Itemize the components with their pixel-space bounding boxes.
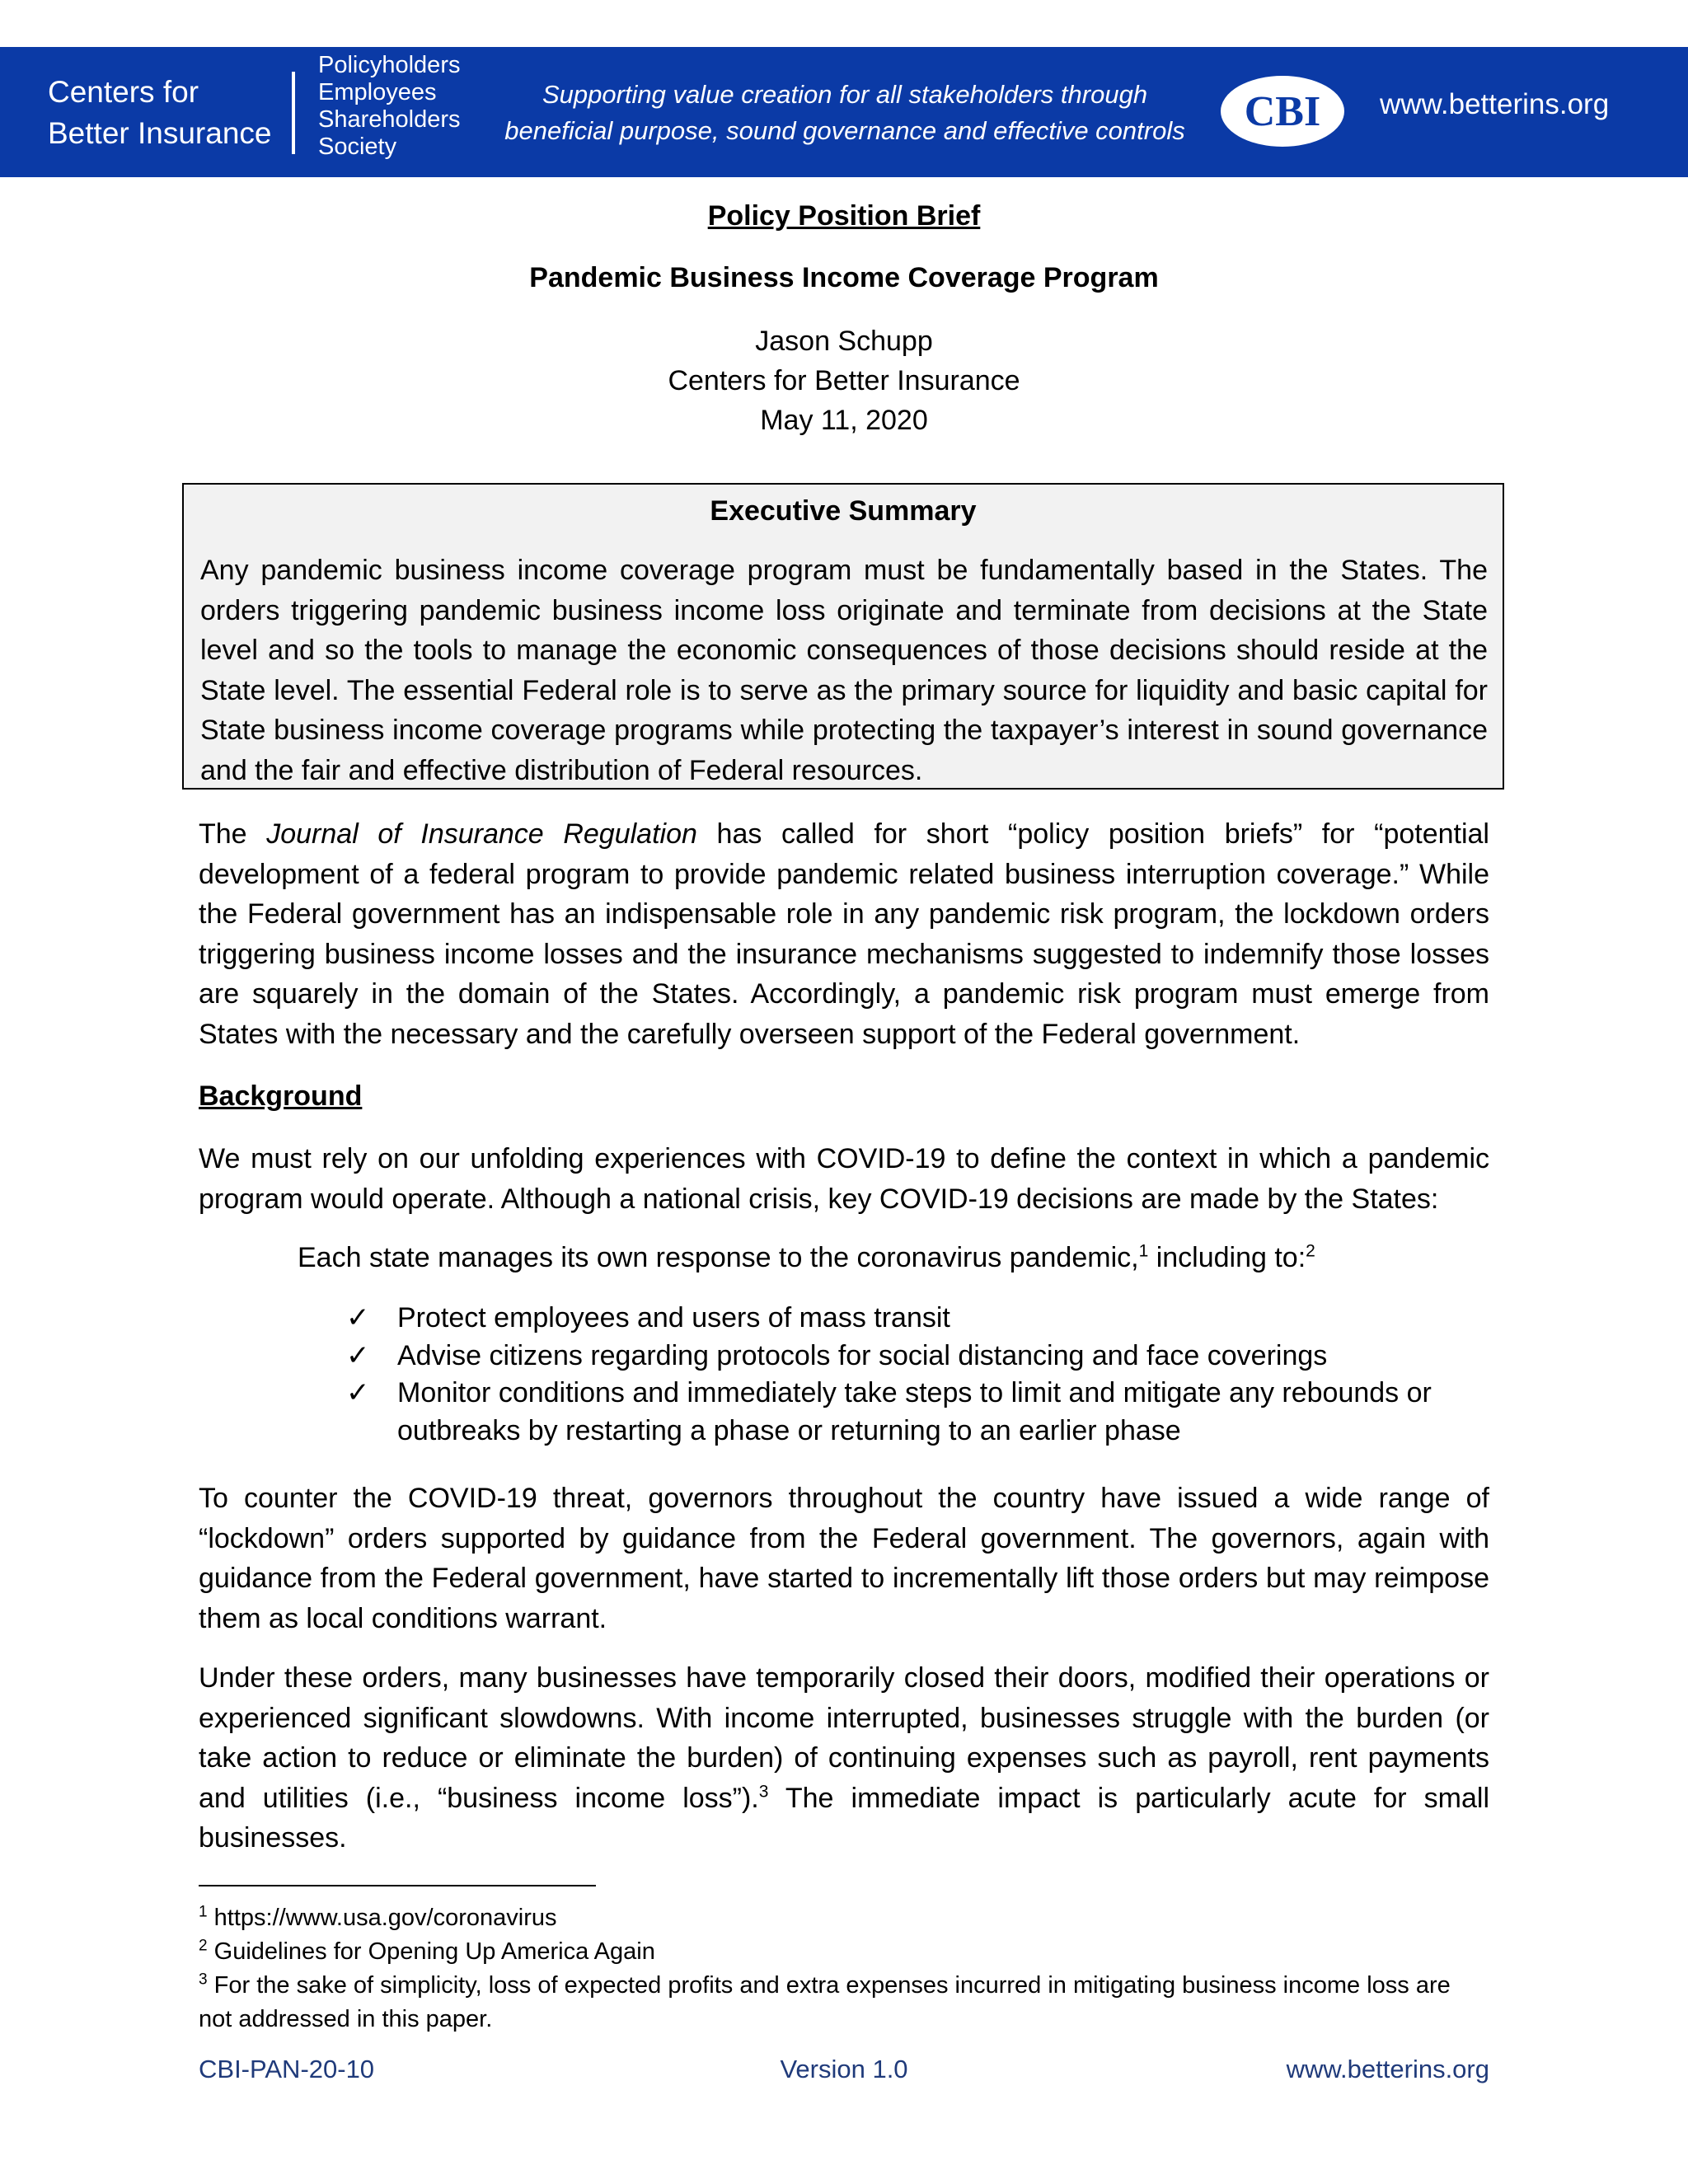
org-name [48,72,295,154]
journal-name: Journal of Insurance Regulation [266,818,697,850]
intro-text: has called for short “policy position briefs” for “potential development of a federal program to provide pandemic related business interruption coverage.” While the Federal government has an indispensable role in any pandemic risk program, the lockdown orders triggering business income losses and the insurance mechanisms suggested to indemnify those losses are squarely in the domain of the States. Accordingly, a pandemic risk program must emerge from States with the necessary and the carefully overseen support of the Federal government. [199,818,1489,1050]
footnote-ref: 1 [1138,1241,1149,1261]
header-divider [292,72,295,154]
footnote-1 [199,1901,1489,1935]
quote-text: Each state manages its own response to the coronavirus pandemic, [298,1242,1139,1273]
intro-paragraph [199,814,1489,1054]
background-heading: Background [199,1080,363,1112]
footer-doc-id: CBI-PAN-20-10 [199,2055,375,2083]
footnote-text: Guidelines for Opening Up America Again [207,1938,655,1965]
executive-summary-box [182,483,1504,790]
document-title: Pandemic Business Income Coverage Program [529,262,1159,293]
stakeholder-item: Employees [318,79,437,105]
tagline-line2: beneficial purpose, sound governance and effective controls [504,116,1185,145]
logo-text: CBI [1244,87,1321,135]
tagline-line1: Supporting value creation for all stakeholders through [542,80,1148,109]
footnote-ref: 2 [1306,1241,1315,1261]
author-block [0,321,1688,440]
brief-type: Policy Position Brief [707,200,981,232]
cbi-logo [1218,73,1347,149]
footnote-text: https://www.usa.gov/coronavirus [207,1905,557,1931]
author-organization: Centers for Better Insurance [668,365,1020,396]
stakeholder-item: Policyholders [318,52,461,78]
footnote-number: 2 [199,1937,208,1955]
paragraph-3-text: Under these orders, many businesses have temporarily closed their doors, modified their operations or experienced significant slowdowns. With income interrupted, businesses struggle with the burden (or take action to reduce or eliminate the burden) of continuing expenses such as payroll, rent payments and utilities (i.e., “business income loss”). [199,1662,1489,1814]
footer-version: Version 1.0 [780,2055,908,2083]
background-paragraph-2: To counter the COVID-19 threat, governors throughout the country have issued a wide range of “lockdown” orders supported by guidance from the Federal government. The governors, again with guidance from the Federal government, have started to incrementally lift those orders but may reimpose them as local conditions warrant. [199,1483,1489,1634]
checklist-item-text: Monitor conditions and immediately take steps to limit and mitigate any rebounds or outbreaks by restarting a phase or returning to an earlier phase [397,1377,1432,1446]
checklist-item [346,1300,1500,1338]
footnote-ref: 3 [758,1782,769,1802]
checkmark-icon: ✓ [346,1302,370,1333]
checklist-item-text: Advise citizens regarding protocols for social distancing and face coverings [397,1339,1328,1371]
state-response-quote [298,1238,1315,1277]
header-banner [0,47,1688,177]
checkmark-icon: ✓ [346,1377,370,1408]
intro-lead: The [199,818,247,850]
footer-url-link[interactable]: www.betterins.org [1286,2055,1489,2083]
state-actions-checklist [346,1300,1500,1450]
background-paragraph-3 [199,1658,1489,1858]
checkmark-icon: ✓ [346,1339,370,1371]
checklist-item [346,1375,1500,1450]
org-name-line1: Centers for [48,75,199,109]
checklist-item [346,1338,1500,1376]
executive-summary-text: Any pandemic business income coverage program must be fundamentally based in the States. The orders triggering pandemic business income loss originate and terminate from decisions at the State level and so the tools to manage the economic consequences of those decisions should reside at the State level. The essential Federal role is to serve as the primary source for liquidity and basic capital for State business income coverage programs while protecting the taxpayer’s interest in sound governance and the fair and effective distribution of Federal resources. [200,555,1488,786]
document-date: May 11, 2020 [760,405,928,436]
footnote-3 [199,1969,1489,2036]
executive-summary-heading: Executive Summary [710,495,977,527]
paragraph-3-tail: The immediate impact is particularly acute for small businesses. [199,1782,1489,1854]
header-url-link[interactable]: www.betterins.org [1380,88,1610,120]
footnote-divider [199,1885,596,1886]
footnote-number: 3 [199,1971,208,1989]
stakeholder-item: Shareholders [318,106,461,133]
author-name: Jason Schupp [755,326,933,357]
quote-tail: including to: [1148,1242,1306,1273]
footnote-text: For the sake of simplicity, loss of expected profits and extra expenses incurred in mitigating business income loss are not addressed in this paper. [199,1972,1451,2032]
stakeholder-list [318,52,461,161]
org-name-line2: Better Insurance [48,116,272,150]
footnote-2 [199,1935,1489,1969]
checklist-item-text: Protect employees and users of mass transit [397,1302,950,1333]
stakeholder-item: Society [318,134,397,160]
footnote-number: 1 [199,1903,208,1921]
tagline [486,77,1203,149]
background-paragraph-1: We must rely on our unfolding experiences with COVID-19 to define the context in which a pandemic program would operate. Although a national crisis, key COVID-19 decisions are made by the States: [199,1143,1489,1215]
